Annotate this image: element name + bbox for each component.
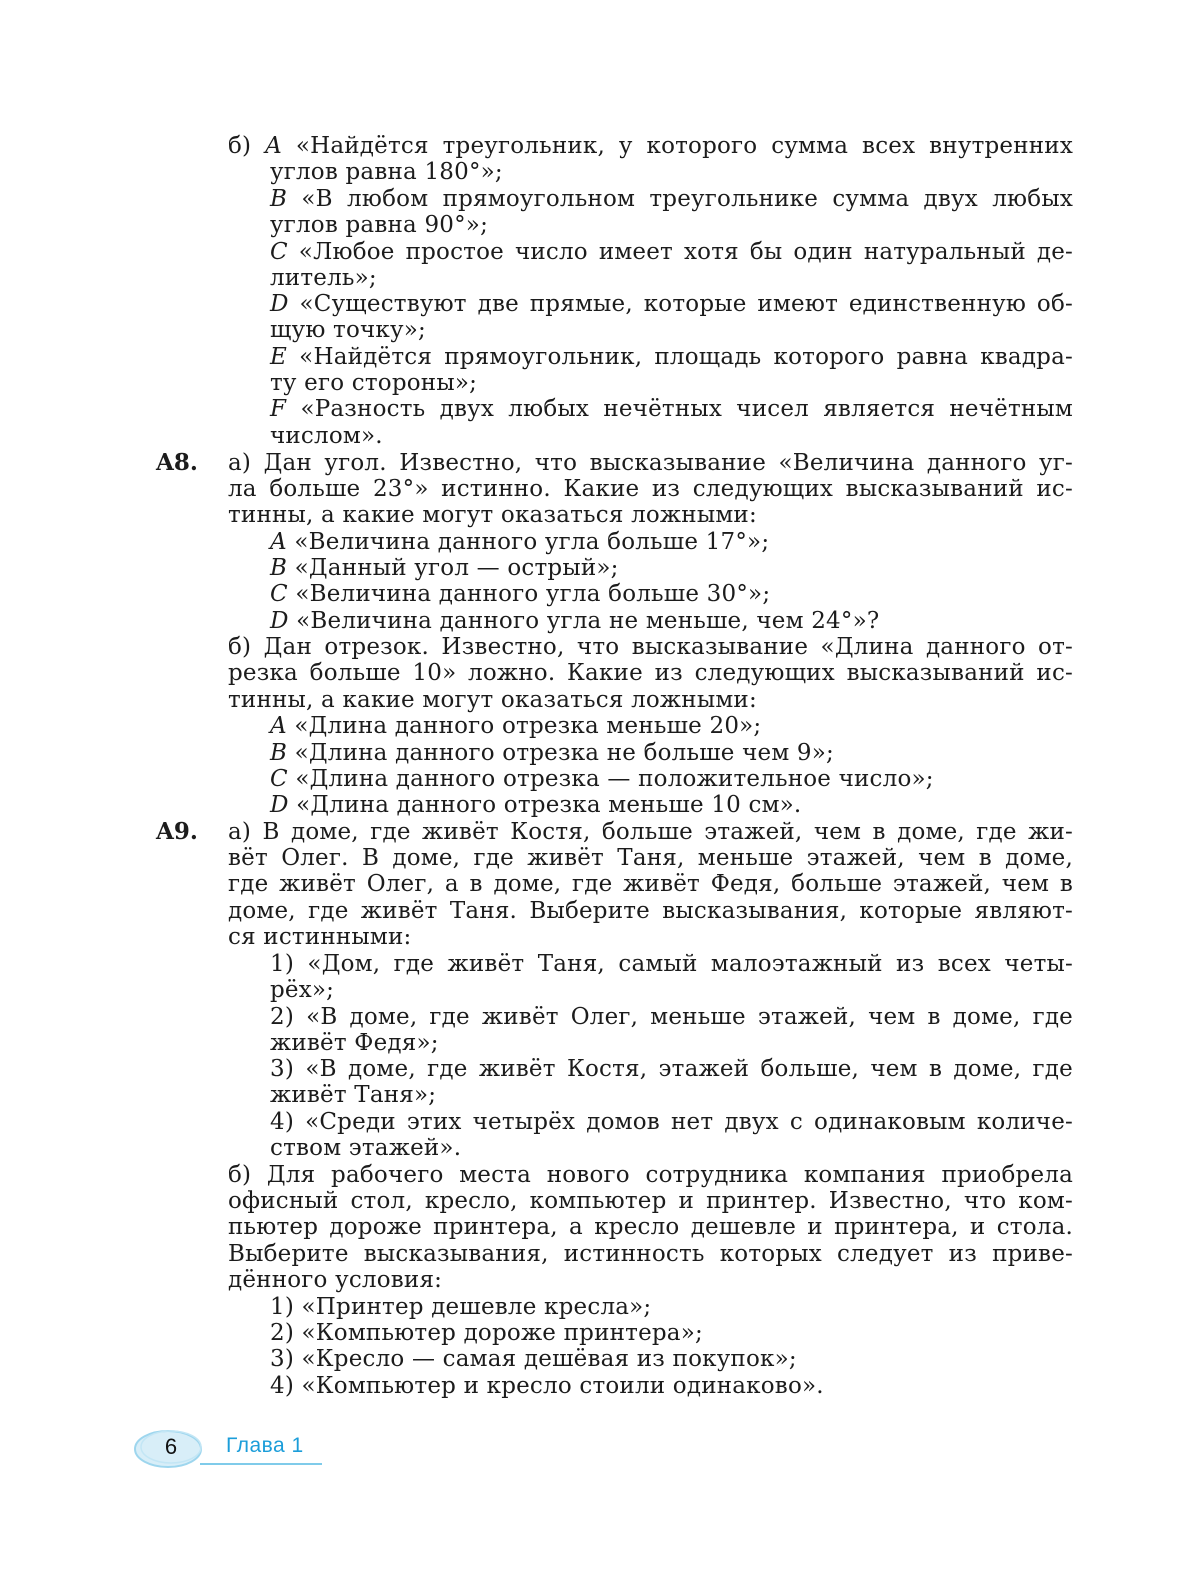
text-line: Выберите высказывания, истинность которых следует из приве-	[228, 1241, 1073, 1267]
text-line: а) Дан угол. Известно, что высказывание «Величина данного уг-	[228, 450, 1073, 476]
text-line: A «Длина данного отрезка меньше 20»;	[270, 713, 762, 739]
text-line: D «Существуют две прямые, которые имеют единственную об-	[270, 291, 1073, 317]
text-line: живёт Таня»;	[270, 1082, 437, 1108]
exercise-number: A9.	[156, 818, 198, 845]
text-line: 1) «Дом, где живёт Таня, самый малоэтажный из всех четы-	[270, 951, 1073, 977]
text-line: 4) «Среди этих четырёх домов нет двух с одинаковым количе-	[270, 1109, 1073, 1135]
text-line: живёт Федя»;	[270, 1030, 439, 1056]
text-line: б) A «Найдётся треугольник, у которого сумма всех внутренних	[228, 133, 1073, 159]
text-line: B «Данный угол — острый»;	[270, 555, 619, 581]
text-line: 4) «Компьютер и кресло стоили одинаково».	[270, 1373, 824, 1399]
text-line: где живёт Олег, а в доме, где живёт Федя, больше этажей, чем в	[228, 871, 1073, 897]
text-line: ством этажей».	[270, 1135, 462, 1161]
text-line: литель»;	[270, 265, 377, 291]
text-line: ся истинными:	[228, 924, 412, 950]
text-line: ту его стороны»;	[270, 370, 478, 396]
text-line: тинны, а какие могут оказаться ложными:	[228, 502, 757, 528]
text-line: B «Длина данного отрезка не больше чем 9»;	[270, 740, 834, 766]
text-line: пьютер дороже принтера, а кресло дешевле и принтера, и стола.	[228, 1214, 1073, 1240]
exercise-number: A8.	[156, 449, 198, 476]
text-line: углов равна 180°»;	[270, 159, 503, 185]
page-number: 6	[164, 1434, 178, 1459]
text-line: C «Величина данного угла больше 30°»;	[270, 581, 771, 607]
text-line: E «Найдётся прямоугольник, площадь которого равна квадра-	[270, 344, 1073, 370]
text-line: офисный стол, кресло, компьютер и принтер. Известно, что ком-	[228, 1188, 1073, 1214]
text-line: резка больше 10» ложно. Какие из следующих высказываний ис-	[228, 660, 1073, 686]
text-line: углов равна 90°»;	[270, 212, 489, 238]
text-line: 1) «Принтер дешевле кресла»;	[270, 1294, 652, 1320]
text-line: D «Длина данного отрезка меньше 10 см».	[270, 792, 802, 818]
text-line: вёт Олег. В доме, где живёт Таня, меньше этажей, чем в доме,	[228, 845, 1073, 871]
text-line: F «Разность двух любых нечётных чисел является нечётным	[270, 396, 1073, 422]
text-line: 3) «Кресло — самая дешёвая из покупок»;	[270, 1346, 797, 1372]
footer-rule	[200, 1463, 322, 1465]
text-line: 2) «Компьютер дороже принтера»;	[270, 1320, 703, 1346]
text-line: а) В доме, где живёт Костя, больше этажей, чем в доме, где жи-	[228, 819, 1073, 845]
text-line: C «Любое простое число имеет хотя бы один натуральный де-	[270, 239, 1073, 265]
text-line: б) Дан отрезок. Известно, что высказывание «Длина данного от-	[228, 634, 1073, 660]
text-line: доме, где живёт Таня. Выберите высказывания, которые являют-	[228, 898, 1073, 924]
text-line: 3) «В доме, где живёт Костя, этажей больше, чем в доме, где	[270, 1056, 1073, 1082]
chapter-label: Глава 1	[226, 1434, 304, 1457]
text-line: дённого условия:	[228, 1267, 443, 1293]
text-line: B «В любом прямоугольном треугольнике сумма двух любых	[270, 186, 1073, 212]
text-line: ла больше 23°» истинно. Какие из следующих высказываний ис-	[228, 476, 1073, 502]
text-line: тинны, а какие могут оказаться ложными:	[228, 687, 757, 713]
text-line: D «Величина данного угла не меньше, чем 24°»?	[270, 608, 880, 634]
text-line: C «Длина данного отрезка — положительное число»;	[270, 766, 934, 792]
text-line: рёх»;	[270, 977, 335, 1003]
text-line: A «Величина данного угла больше 17°»;	[270, 529, 770, 555]
text-line: 2) «В доме, где живёт Олег, меньше этажей, чем в доме, где	[270, 1004, 1073, 1030]
text-line: числом».	[270, 423, 383, 449]
text-line: щую точку»;	[270, 317, 426, 343]
text-line: б) Для рабочего места нового сотрудника компания приобрела	[228, 1162, 1073, 1188]
